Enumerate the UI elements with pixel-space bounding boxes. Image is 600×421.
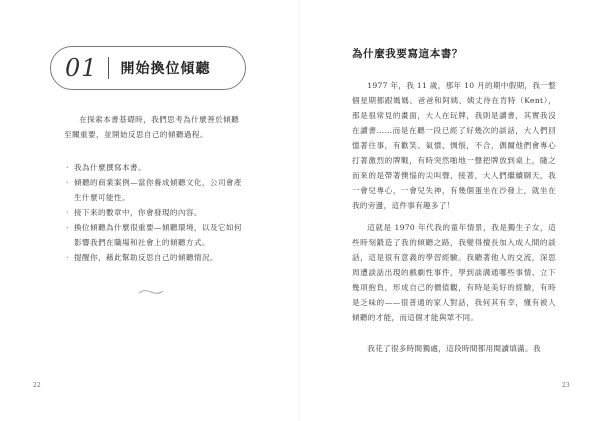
body-paragraph: 1977 年，我 11 歲，那年 10 月的期中假期，我一整個星期都跟媽媽、爸爸和阿姨、姨丈待在肯特（Kent），那是很常見的畫面，大人在玩牌，我則是讀書，其實我沒在讀書……而是在聽一段已經了好幾次的談話，大人們回憶著往事，有歡笑、氣憤、惆悵，不合，偶爾他們會專心打著激烈的牌戰，有時突然啪地一聲把牌放到桌上，隨之而來的是帶著懊惱的尖叫聲，接著，大人們繼續聊天，我一會兒專心，一會兒失神，有幾個蛋坐在沙發上，就坐在我的旁邊，這件事有趣多了！ <box>352 81 556 210</box>
chapter-title: 開始換位傾聽 <box>120 61 211 77</box>
bullet-item: ‧ 接下來的數章中，你會發現的內容。 <box>66 205 246 220</box>
section-heading: 為什麼我要寫這本書？ <box>352 48 463 60</box>
chapter-divider <box>108 57 109 79</box>
bullet-marker: ‧ <box>66 208 69 217</box>
body-paragraph: 我花了很多時間獨處，這段時間都用閱讀填滿。我 <box>367 344 541 353</box>
chapter-number: 01 <box>65 54 98 82</box>
chapter-header <box>50 46 246 90</box>
bullet-marker: ‧ <box>66 163 69 172</box>
chapter-intro: 在探索本書基礎時，我們思考為什麼善於傾聽至關重要，並開始反思自己的傾聽過程。 <box>64 115 240 139</box>
bullet-marker: ‧ <box>66 223 69 232</box>
bullet-item: ‧ 提醒你，藉此幫助反思自己的傾聽情況。 <box>66 250 246 265</box>
bullet-item: ‧ 傾聽的商業案例—當你養成傾聽文化，公司會產生什麼可能性。 <box>66 175 246 205</box>
body-paragraph: 這就是 1970 年代我的童年情景，我是獨生子女，這些時刻鍛造了我的傾聽之路，我變得擅長加入成人間的談話，這是很有意義的學習經驗。我聽著他人的交流，深思周遭談話出現的戲劇性事件，學到談溝通哪些事情、立下幾項抱負，形成自己的價值觀，有時是美好的經驗，有時是乏味的——很普通的家人對話，我何其有幸，懂有被人傾聽的才能，而這個才能與眾不同。 <box>352 223 556 322</box>
bullet-marker: ‧ <box>66 178 69 187</box>
page-number-left: 22 <box>33 382 41 389</box>
bullet-marker: ‧ <box>66 253 69 262</box>
bullet-item: ‧ 我為什麼撰寫本書。 <box>66 160 246 175</box>
right-page <box>300 0 600 421</box>
page-number-right: 23 <box>562 382 570 389</box>
bullet-item: ‧ 換位傾聽為什麼很重要—傾聽環境，以及它如何影響我們在職場和社會上的傾聽方式。 <box>66 220 246 250</box>
ornament-divider-icon <box>138 289 164 295</box>
chapter-bullet-list <box>66 160 246 265</box>
